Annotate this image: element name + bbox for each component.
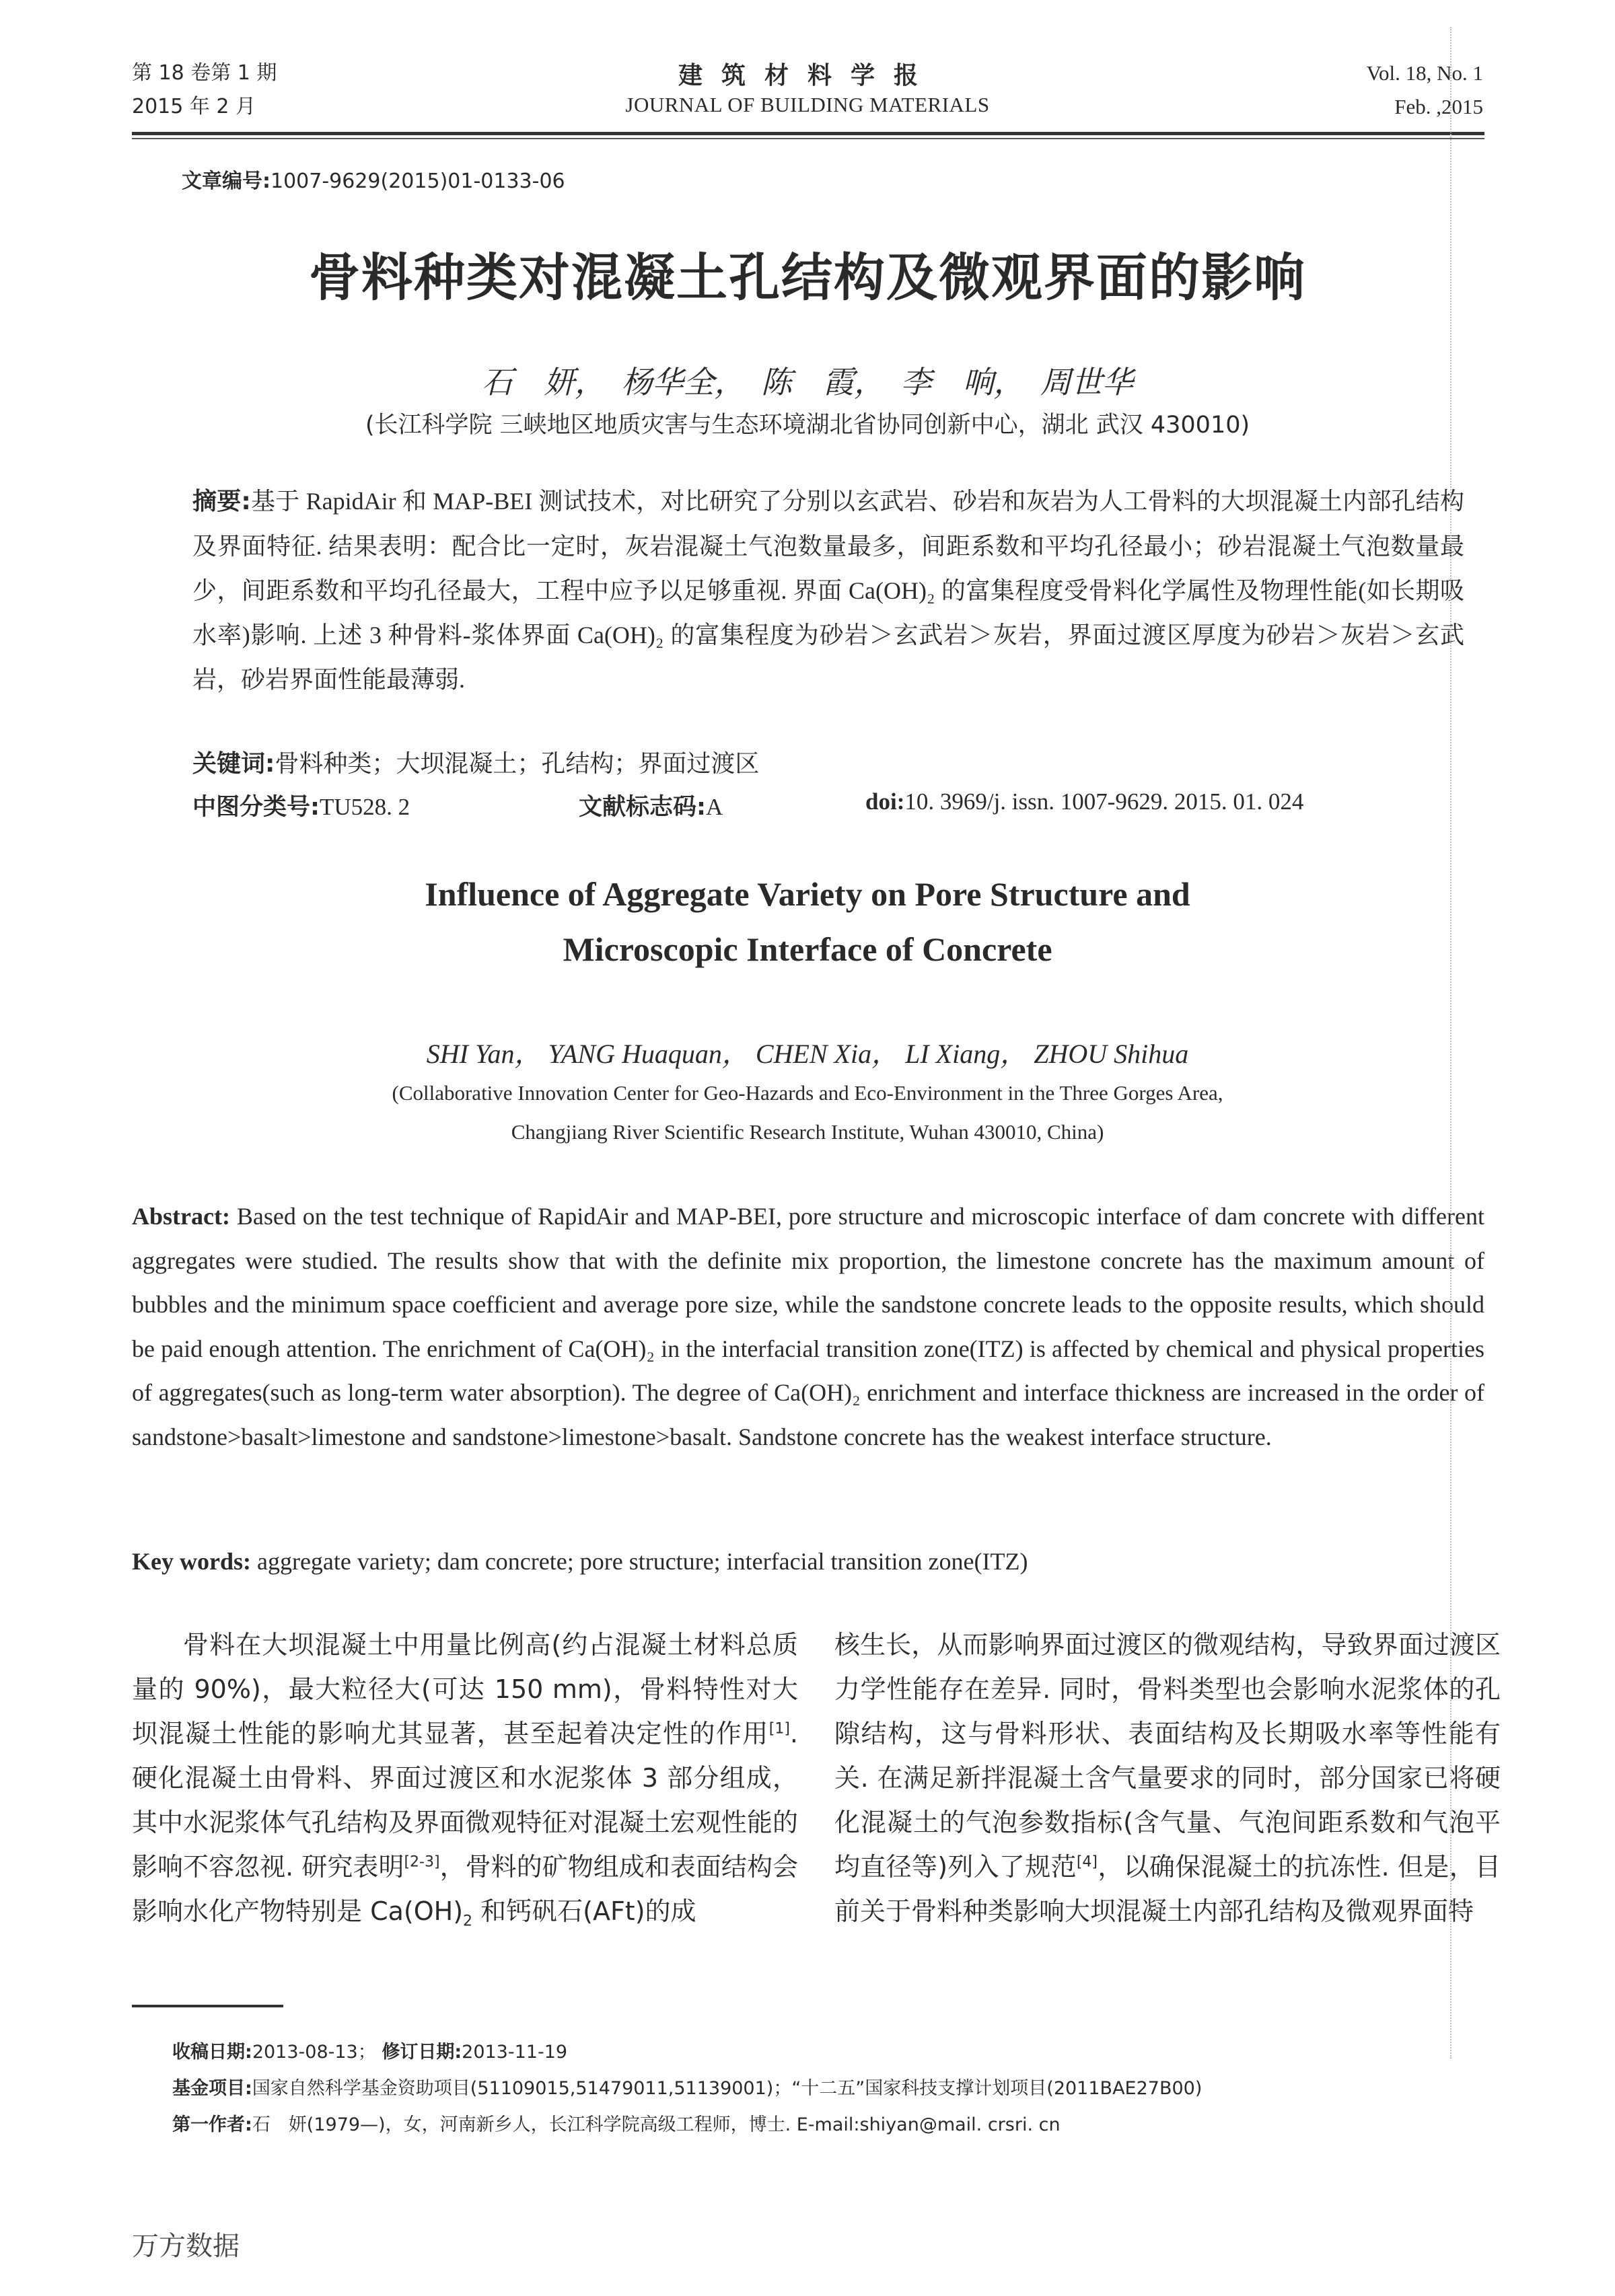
scan-artifact-line [1450,27,1451,2059]
article-number-label: 文章编号: [182,170,271,193]
abstract-cn [192,479,1464,702]
revised-date-label: 修订日期: [382,2042,462,2063]
article-number-value: 1007-9629(2015)01-0133-06 [271,170,565,193]
funding-label: 基金项目: [172,2078,252,2099]
journal-name-en: JOURNAL OF BUILDING MATERIALS [625,93,990,116]
body-column-right [834,1623,1501,1933]
body-column-left [132,1623,798,1933]
keywords-en [132,1547,1028,1576]
journal-name-cn: 建筑材料学报 [678,62,937,89]
funding-value: 国家自然科学基金资助项目(51109015,51479011,51139001)；“十二五”国家科技支撑计划项目(2011BAE27B00) [252,2078,1203,2099]
body-text: 骨料在大坝混凝土中用量比例高(约占混凝土材料总质量的 90%)，最大粒径大(可达 150 mm)，骨料特性对大坝混凝土性能的影响尤其显著，甚至起着决定性的作用 [132,1630,798,1748]
footnote-rule [132,2005,283,2007]
article-number [182,164,565,194]
abstract-en-label: Abstract: [132,1203,230,1230]
doi-value: 10. 3969/j. issn. 1007-9629. 2015. 01. 024 [904,788,1304,815]
title-en-line1: Influence of Aggregate Variety on Pore Structure and [425,875,1190,913]
footnote-first-author [172,2110,1061,2136]
body-text: ，以确保混凝土的抗冻性. 但是，目前关于骨料种类影响大坝混凝土内部孔结构及微观界面特 [834,1852,1501,1926]
keywords-en-label: Key words: [132,1548,251,1575]
doi-label: doi: [865,788,905,815]
clc-label: 中图分类号: [192,794,320,821]
header-rule-thick [132,132,1484,135]
header-rule-thin [132,138,1484,139]
body-text: ，骨料的矿物组成和表面结构会影响水化产物特别是 Ca(OH) [132,1852,798,1926]
citation-ref[interactable]: [2-3] [404,1853,440,1871]
issue-date-cn: 2015 年 2 月 [132,95,256,118]
doi [865,788,1303,815]
document-code-label: 文献标志码: [579,794,706,821]
body-text: 核生长，从而影响界面过渡区的微观结构，导致界面过渡区力学性能存在差异. 同时，骨料类型也会影响水泥浆体的孔隙结构，这与骨料形状、表面结构及长期吸水率等性能有关. 在满足新拌混凝土含气量要求的同时，部分国家已将硬化混凝土的气泡参数指标(含气量、气泡间距系数和气泡平均直径等)列入了规范 [834,1630,1501,1882]
document-code [579,788,723,822]
affiliation-cn: (长江科学院 三峡地区地质灾害与生态环境湖北省协同创新中心，湖北 武汉 430010) [365,412,1250,439]
title-cn: 骨料种类对混凝土孔结构及微观界面的影响 [309,248,1306,307]
author-cn: 石 妍， [482,365,606,400]
abstract-cn-text: 基于 RapidAir 和 MAP-BEI 测试技术，对比研究了分别以玄武岩、砂岩和灰岩为人工骨料的大坝混凝土内部孔结构及界面特征. 结果表明：配合比一定时，灰岩混凝土气泡数量最多，间距系数和平均孔径最小；砂岩混凝土气泡数量最少，间距系数和平均孔径最大，工程中应予以足够重视. 界面 Ca(OH)₂ 的富集程度受骨料化学属性及物理性能(如长期吸水率)影响. 上述 3 种骨料-浆体界面 Ca(OH)₂ 的富集程度为砂岩＞玄武岩＞灰岩，界面过渡区厚度为砂岩＞灰岩＞玄武岩，砂岩界面性能最薄弱. [192,488,1464,693]
received-date-label: 收稿日期: [172,2042,252,2063]
issue-volume-cn: 第 18 卷第 1 期 [132,61,277,85]
body-text: . 硬化混凝土由骨料、界面过渡区和水泥浆体 3 部分组成，其中水泥浆体气孔结构及界面微观特征对混凝土宏观性能的影响不容忽视. 研究表明 [132,1719,798,1882]
footnote-dates [172,2037,567,2063]
received-date-value: 2013-08-13； [252,2042,376,2063]
revised-date-value: 2013-11-19 [462,2042,568,2063]
citation-ref[interactable]: [1] [768,1720,790,1738]
issue-date-en: Feb. ,2015 [1394,95,1483,118]
author-cn: 李 响， [900,365,1025,400]
affiliation-en-line2: Changjiang River Scientific Research Institute, Wuhan 430010, China) [511,1120,1104,1144]
abstract-cn-label: 摘要: [192,488,251,515]
footnote-funding [172,2073,1202,2100]
affiliation-en-line1: (Collaborative Innovation Center for Geo-Hazards and Eco-Environment in the Three Gorges Area, [392,1081,1223,1105]
keywords-cn [192,745,759,779]
authors-cn [0,358,1615,402]
author-cn: 杨华全， [621,365,746,400]
classification-row [192,788,1464,822]
keywords-en-text: aggregate variety; dam concrete; pore structure; interfacial transition zone(ITZ) [256,1548,1028,1575]
abstract-en-text: Based on the test technique of RapidAir and MAP-BEI, pore structure and microscopic interface of dam concrete with different aggregates were studied. The results show that with the definite mix proportion, the limestone concrete has the maximum amount of bubbles and the minimum space coefficient and average pore size, while the sandstone concrete leads to the opposite results, which should be paid enough attention. The enrichment of Ca(OH)₂ in the interfacial transition zone(ITZ) is affected by chemical and physical properties of aggregates(such as long-term water absorption). The degree of Ca(OH)₂ enrichment and interface thickness are increased in the order of sandstone>basalt>limestone and sandstone>limestone>basalt. Sandstone concrete has the weakest interface structure. [132,1203,1484,1450]
first-author-value: 石 妍(1979—)，女，河南新乡人，长江科学院高级工程师，博士. E-mail:shiyan@mail. crsri. cn [252,2114,1061,2135]
citation-ref[interactable]: [4] [1076,1853,1098,1871]
body-text: 和钙矾石(AFt)的成 [472,1896,696,1926]
first-author-label: 第一作者: [172,2114,252,2135]
author-cn: 陈 霞， [761,365,885,400]
keywords-cn-label: 关键词: [192,750,275,778]
issue-volume-en: Vol. 18, No. 1 [1366,61,1483,85]
author-cn: 周世华 [1040,365,1133,400]
watermark: 万方数据 [132,2231,240,2261]
clc-code [192,794,410,820]
abstract-en [132,1195,1484,1459]
title-en-line2: Microscopic Interface of Concrete [563,930,1052,968]
keywords-cn-text: 骨料种类；大坝混凝土；孔结构；界面过渡区 [275,750,760,777]
authors-en: SHI Yan， YANG Huaquan， CHEN Xia， LI Xiang， ZHOU Shihua [426,1039,1189,1069]
subscript: 2 [463,1913,473,1930]
document-code-value: A [706,794,723,820]
clc-value: TU528. 2 [320,794,410,820]
